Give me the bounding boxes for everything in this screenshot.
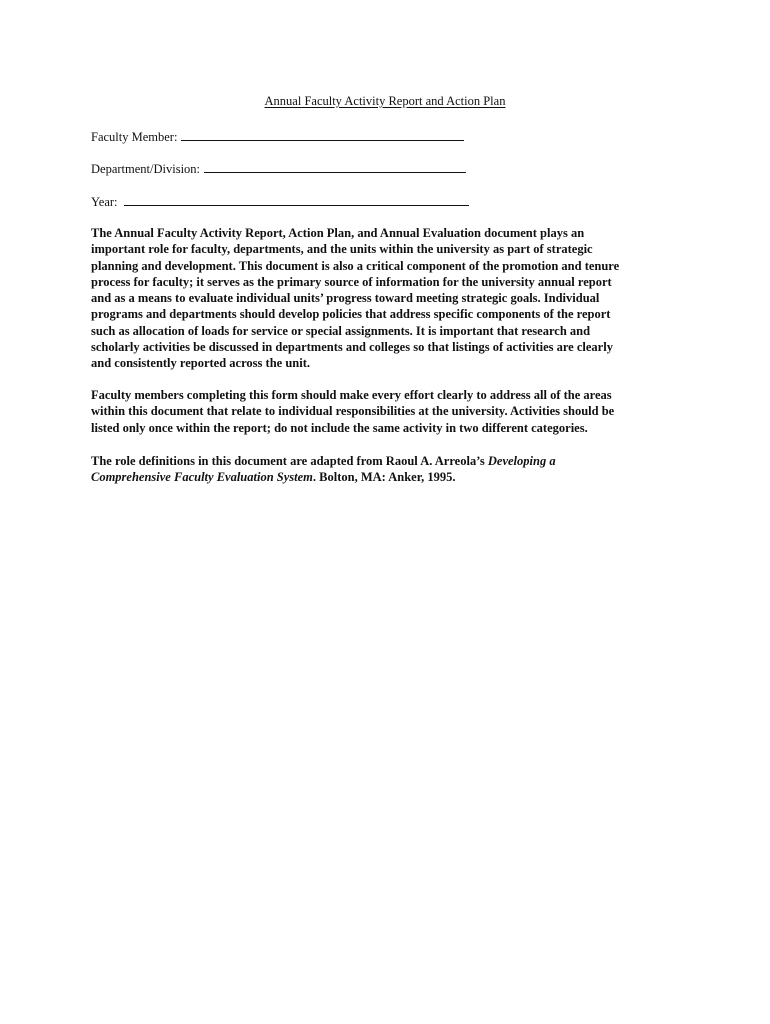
instructions-paragraph	[91, 387, 691, 436]
paragraph-line: Faculty members completing this form should make every effort clearly to address all of the areas	[91, 388, 612, 402]
paragraph-line: important role for faculty, departments, and the units within the university as part of strategic	[91, 242, 593, 257]
paragraph-line: The Annual Faculty Activity Report, Action Plan, and Annual Evaluation document plays an	[91, 226, 585, 240]
year-blank	[124, 193, 469, 206]
paragraph-line: scholarly activities be discussed in departments and colleges so that listings of activities are clearly	[91, 340, 613, 355]
document-title: Annual Faculty Activity Report and Action Plan	[264, 94, 506, 108]
paragraph-line: planning and development. This document is also a critical component of the promotion and tenure	[91, 258, 620, 273]
citation-line-1	[91, 453, 691, 469]
citation-paragraph	[91, 453, 691, 486]
citation-prefix: The role definitions in this document are adapted from Raoul A. Arreola’s	[91, 454, 488, 468]
faculty-member-field	[91, 128, 464, 145]
intro-paragraph	[91, 225, 691, 372]
department-division-label: Department/Division:	[91, 162, 201, 176]
paragraph-line: listed only once within the report; do not include the same activity in two different categories.	[91, 420, 588, 435]
faculty-member-blank	[181, 128, 464, 141]
citation-book-title-part-1: Developing a	[487, 454, 556, 468]
citation-book-title-part-2: Comprehensive Faculty Evaluation System	[91, 470, 313, 485]
paragraph-line: programs and departments should develop policies that address specific components of the report	[91, 307, 611, 322]
citation-suffix: . Bolton, MA: Anker, 1995.	[312, 470, 456, 485]
paragraph-line: within this document that relate to individual responsibilities at the university. Activities should be	[91, 404, 615, 419]
citation-line-2	[91, 469, 691, 485]
year-label: Year:	[91, 195, 118, 209]
paragraph-line: such as allocation of loads for service or special assignments. It is important that research and	[91, 323, 591, 338]
paragraph-line: process for faculty; it serves as the primary source of information for the university annual report	[91, 274, 612, 289]
department-division-field	[91, 160, 466, 177]
year-field	[91, 193, 469, 210]
paragraph-line: and as a means to evaluate individual units’ progress toward meeting strategic goals. Individual	[91, 291, 600, 306]
faculty-member-label: Faculty Member:	[91, 130, 178, 144]
department-division-blank	[204, 160, 466, 173]
paragraph-line: and consistently reported across the unit.	[91, 356, 310, 371]
